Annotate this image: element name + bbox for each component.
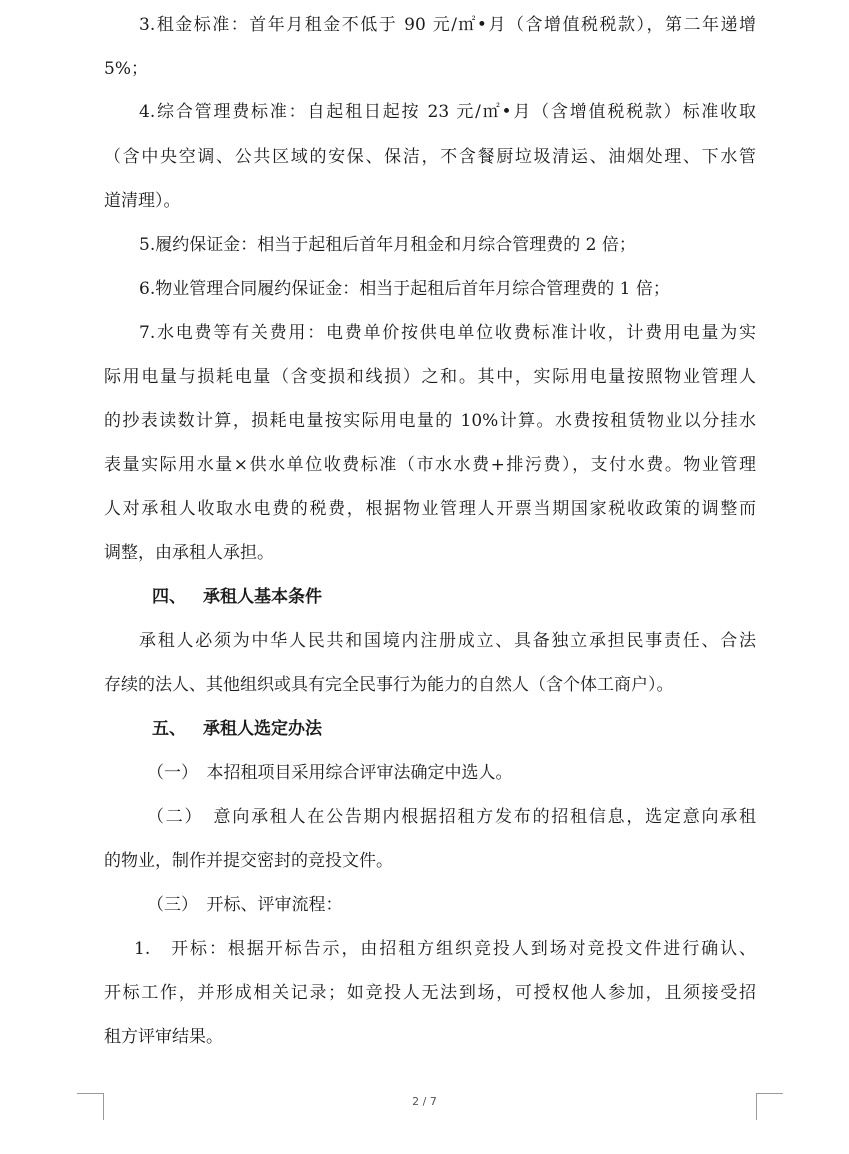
paragraph-line: 租方评审结果。 [104, 1027, 223, 1047]
paragraph-line: 3.租金标准：首年月租金不低于 90 元/㎡•月（含增值税税款），第二年递增 [139, 15, 756, 35]
paragraph-line: 调整，由承租人承担。 [104, 543, 274, 563]
paragraph-line: （含中央空调、公共区域的安保、保洁，不含餐厨垃圾清运、油烟处理、下水管 [104, 147, 756, 167]
section-heading: 承租人选定办法 [203, 719, 322, 739]
paragraph-line: 人对承租人收取水电费的税费，根据物业管理人开票当期国家税收政策的调整而 [104, 499, 756, 519]
paragraph-line: 际用电量与损耗电量（含变损和线损）之和。其中，实际用电量按照物业管理人 [104, 367, 756, 387]
section-heading: 承租人基本条件 [203, 587, 322, 607]
paragraph-line: 存续的法人、其他组织或具有完全民事行为能力的自然人（含个体工商户）。 [104, 675, 674, 695]
paragraph-line: （三） 开标、评审流程： [147, 895, 343, 915]
paragraph-line: 7.水电费等有关费用：电费单价按供电单位收费标准计收，计费用电量为实 [139, 323, 756, 343]
paragraph-line: 道清理）。 [104, 191, 181, 211]
paragraph-line: 6.物业管理合同履约保证金：相当于起租后首年月综合管理费的 1 倍； [139, 279, 670, 299]
paragraph-line: 的物业，制作并提交密封的竞投文件。 [104, 851, 393, 871]
paragraph-line: 5%； [104, 59, 148, 79]
paragraph-line: 1. 开标：根据开标告示，由招租方组织竞投人到场对竞投文件进行确认、 [134, 939, 756, 959]
paragraph-line: 表量实际用水量×供水单位收费标准（市水水费+排污费），支付水费。物业管理 [104, 455, 756, 475]
paragraph-line: 开标工作，并形成相关记录；如竞投人无法到场，可授权他人参加，且须接受招 [104, 983, 756, 1003]
paragraph-line: 5.履约保证金：相当于起租后首年月租金和月综合管理费的 2 倍； [139, 235, 636, 255]
paragraph-line: 的抄表读数计算，损耗电量按实际用电量的 10%计算。水费按租赁物业以分挂水 [104, 411, 756, 431]
page-number: 2 / 7 [412, 1095, 437, 1108]
paragraph-line: （二） 意向承租人在公告期内根据招租方发布的招租信息，选定意向承租 [147, 807, 756, 827]
section-number: 四、 [152, 587, 186, 607]
paragraph-line: 4.综合管理费标准：自起租日起按 23 元/㎡•月（含增值税税款）标准收取 [139, 102, 756, 122]
paragraph-line: 承租人必须为中华人民共和国境内注册成立、具备独立承担民事责任、合法 [139, 631, 756, 651]
paragraph-line: （一） 本招租项目采用综合评审法确定中选人。 [147, 763, 513, 783]
section-number: 五、 [152, 719, 186, 739]
